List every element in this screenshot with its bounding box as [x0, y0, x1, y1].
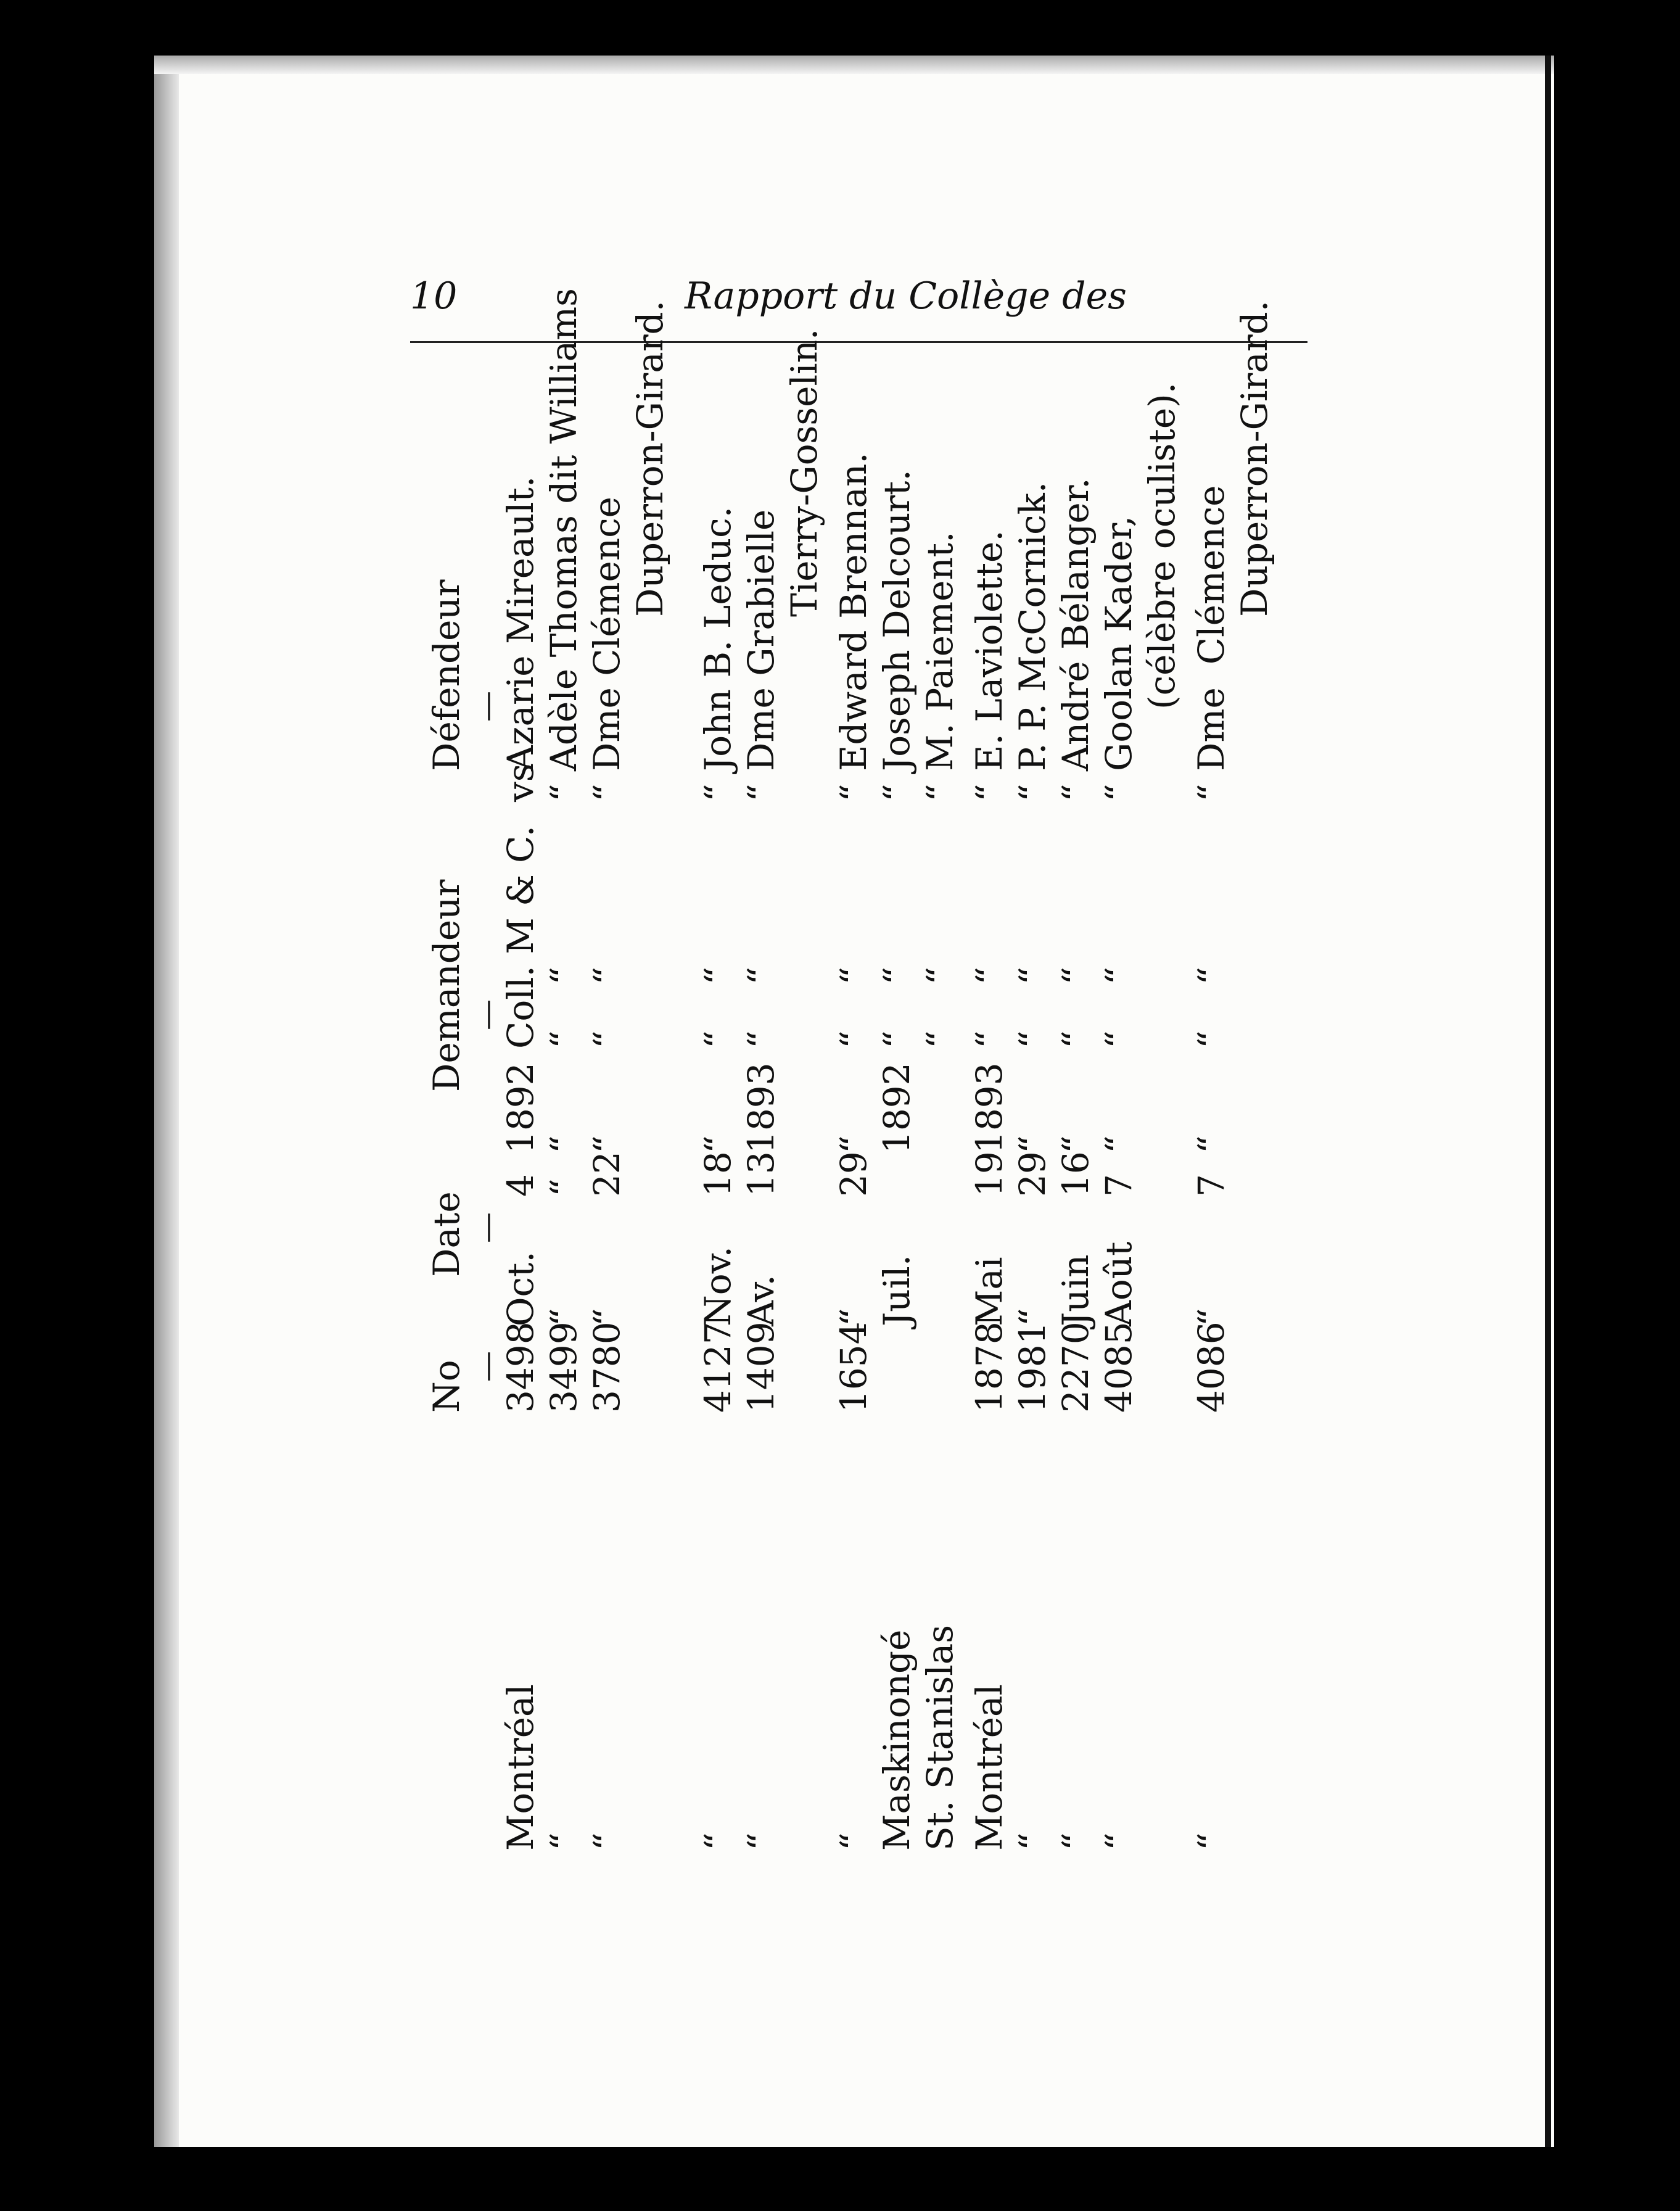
page-shadow-top	[154, 56, 1554, 74]
cell-lieu: “	[1190, 1832, 1232, 1851]
table-row	[543, 222, 587, 1851]
cell-def: Dme Clémence	[586, 497, 628, 771]
cell-dem: “ “	[968, 966, 1010, 1049]
cell-lieu: “	[586, 1832, 628, 1851]
cell-annee: “	[833, 1135, 875, 1154]
cell-def: Adèle Thomas dit Williams	[543, 288, 585, 771]
cell-mois: Juin	[1055, 1254, 1097, 1326]
cell-annee: 1892	[500, 1062, 541, 1154]
cell-lieu: “	[1055, 1832, 1097, 1851]
cell-mois: “	[833, 1308, 875, 1326]
col-dash-no: —	[469, 1351, 504, 1382]
cell-annee: 1892	[876, 1062, 918, 1154]
cell-dem: “ “	[833, 966, 875, 1049]
table-row	[833, 222, 877, 1851]
cell-jour: 7	[1190, 1174, 1232, 1197]
cell-def: M. Paiement.	[919, 531, 961, 771]
cell-lieu: “	[1011, 1832, 1053, 1851]
cell-annee: “	[1190, 1135, 1232, 1154]
cell-jour: 4	[500, 1174, 541, 1197]
cell-annee: “	[697, 1135, 739, 1154]
cell-lieu: Montréal	[500, 1684, 541, 1851]
table-row	[968, 222, 1013, 1851]
col-dash-date: —	[469, 1212, 504, 1243]
cell-dem: “ “	[697, 966, 739, 1049]
cell-no: 3498	[500, 1321, 541, 1413]
cell-dem: Coll. M & C.	[500, 825, 541, 1049]
table-row	[1233, 222, 1278, 1851]
table-row	[876, 222, 920, 1851]
cell-lieu: St. Stanislas	[919, 1624, 961, 1851]
cell-dem: “ “	[919, 966, 961, 1049]
cell-annee: “	[586, 1135, 628, 1154]
table-row	[500, 222, 544, 1851]
cell-annee: “	[1011, 1135, 1053, 1154]
cell-def: John B. Leduc.	[697, 506, 739, 771]
cell-jour: 18	[697, 1151, 739, 1197]
col-dash-defendeur: —	[469, 691, 504, 722]
cell-dem: “ “	[1098, 966, 1140, 1049]
col-header-no: No	[426, 1360, 467, 1413]
cell-mois: Août	[1098, 1241, 1140, 1326]
cell-def: E. Laviolette.	[968, 530, 1010, 771]
cell-no: 2270	[1055, 1321, 1097, 1413]
cell-vs: “	[1098, 783, 1140, 802]
cell-mois: Juil.	[876, 1254, 918, 1326]
cell-lieu: Maskinongé	[876, 1629, 918, 1851]
col-header-date: Date	[426, 1191, 467, 1277]
cell-def: Duperron-Girard.	[1233, 300, 1275, 617]
cell-dem: “ “	[543, 966, 585, 1049]
cell-no: 3780	[586, 1321, 628, 1413]
cell-vs: “	[586, 783, 628, 802]
table-row	[783, 222, 828, 1851]
cell-no: 4085	[1098, 1321, 1140, 1413]
table-row	[740, 222, 784, 1851]
cell-def: Duperron-Girard.	[629, 300, 671, 617]
cell-mois: “	[1011, 1308, 1053, 1326]
cell-no: 1981	[1011, 1321, 1053, 1413]
cell-def: Dme Grabielle	[740, 509, 782, 771]
col-dash-demandeur: —	[469, 999, 504, 1030]
table-row	[1055, 222, 1099, 1851]
rotated-table	[426, 222, 1351, 1851]
cell-annee: 1893	[740, 1062, 782, 1154]
cell-no: 1878	[968, 1321, 1010, 1413]
cell-dem: “ “	[1055, 966, 1097, 1049]
cell-def: (célèbre oculiste).	[1141, 382, 1183, 709]
table-row	[629, 222, 673, 1851]
cell-lieu: Montréal	[968, 1684, 1010, 1851]
cell-vs: vs	[500, 763, 541, 802]
cell-mois: Oct.	[500, 1251, 541, 1326]
cell-annee: 1893	[968, 1062, 1010, 1154]
cell-vs: “	[833, 783, 875, 802]
cell-annee: “	[543, 1135, 585, 1154]
cell-def: Dme Clémence	[1190, 485, 1232, 771]
cell-vs: “	[1055, 783, 1097, 802]
cell-lieu: “	[543, 1832, 585, 1851]
cell-vs: “	[968, 783, 1010, 802]
cell-def: Joseph Delcourt.	[876, 469, 918, 771]
cell-vs: “	[1190, 783, 1232, 802]
cell-dem: “ “	[1011, 966, 1053, 1049]
cell-mois: Mai	[968, 1257, 1010, 1326]
table-row	[1141, 222, 1185, 1851]
cell-vs: “	[1011, 783, 1053, 802]
cell-jour: 29	[1011, 1151, 1053, 1197]
cell-vs: “	[697, 783, 739, 802]
cell-dem: “ “	[740, 966, 782, 1049]
cell-jour: 7	[1098, 1174, 1140, 1197]
cell-dem: “ “	[876, 966, 918, 1049]
cell-dem: “ “	[1190, 966, 1232, 1049]
cell-jour: “	[543, 1178, 585, 1197]
cell-def: Tierry-Gosselin.	[783, 328, 825, 617]
col-header-demandeur: Demandeur	[426, 879, 467, 1092]
cell-mois: “	[586, 1308, 628, 1326]
cell-lieu: “	[697, 1832, 739, 1851]
cell-jour: 16	[1055, 1151, 1097, 1197]
cell-def: Edward Brennan.	[833, 452, 875, 771]
page-shadow-left	[154, 56, 179, 2147]
cell-no: 4127	[697, 1321, 739, 1413]
cell-mois: Av.	[740, 1275, 782, 1326]
cell-vs: “	[876, 783, 918, 802]
page-number: 10	[410, 275, 458, 318]
cell-mois: “	[1190, 1308, 1232, 1326]
table-row	[1011, 222, 1056, 1851]
cell-no: 4086	[1190, 1321, 1232, 1413]
cell-def: P. P. McCornick.	[1011, 481, 1053, 771]
cell-annee: “	[1098, 1135, 1140, 1154]
table-row	[586, 222, 630, 1851]
cell-def: Azarie Mireault.	[500, 476, 541, 771]
cell-jour: 13	[740, 1151, 782, 1197]
cell-jour: 22	[586, 1151, 628, 1197]
cell-jour: 19	[968, 1151, 1010, 1197]
running-title: Rapport du Collège des	[685, 275, 1127, 318]
cell-def: Goolan Kader,	[1098, 515, 1140, 771]
cell-vs: “	[543, 783, 585, 802]
table-row	[919, 222, 963, 1851]
table-row	[1098, 222, 1142, 1851]
cell-no: 3499	[543, 1321, 585, 1413]
cell-lieu: “	[740, 1832, 782, 1851]
cell-lieu: “	[1098, 1832, 1140, 1851]
cell-annee: “	[1055, 1135, 1097, 1154]
cell-lieu: “	[833, 1832, 875, 1851]
cell-vs: “	[919, 783, 961, 802]
cell-no: 1654	[833, 1321, 875, 1413]
cell-mois: Nov.	[697, 1246, 739, 1326]
cell-jour: 29	[833, 1151, 875, 1197]
table-row	[697, 222, 741, 1851]
cell-dem: “ “	[586, 966, 628, 1049]
cell-def: André Bélanger.	[1055, 477, 1097, 771]
table-row	[1190, 222, 1235, 1851]
col-header-defendeur: Défendeur	[426, 579, 467, 771]
cell-no: 1409	[740, 1321, 782, 1413]
cell-vs: “	[740, 783, 782, 802]
page-fold-right	[1545, 56, 1551, 2147]
cell-mois: “	[543, 1308, 585, 1326]
